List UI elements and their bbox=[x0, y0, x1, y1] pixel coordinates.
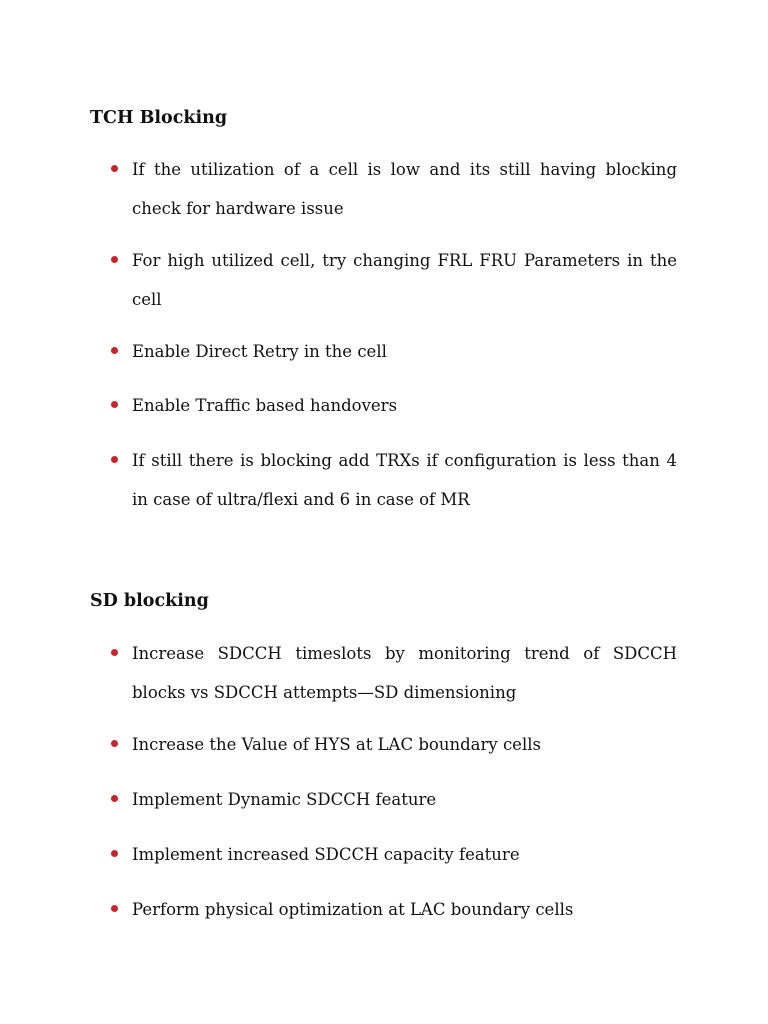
list-item-text: Implement increased SDCCH capacity feature bbox=[132, 845, 520, 864]
list-item bbox=[0, 634, 677, 712]
list-item-text: Enable Traffic based handovers bbox=[132, 396, 398, 415]
bullet-icon bbox=[111, 347, 118, 354]
list-item bbox=[0, 332, 677, 371]
list-item bbox=[0, 441, 677, 519]
list-item bbox=[0, 150, 677, 228]
bullet-icon bbox=[111, 850, 118, 857]
bullet-icon bbox=[111, 165, 118, 172]
list-item-text: Implement Dynamic SDCCH feature bbox=[132, 790, 437, 809]
bullet-icon bbox=[111, 795, 118, 802]
tch-blocking-list bbox=[0, 150, 768, 519]
list-item bbox=[0, 725, 677, 764]
section-heading-sd-blocking: SD blocking bbox=[90, 591, 209, 611]
section-heading-tch-blocking: TCH Blocking bbox=[90, 108, 228, 128]
sd-blocking-list bbox=[0, 634, 768, 929]
list-item-text: If the utilization of a cell is low and its still having blocking check for hardware issue bbox=[132, 160, 677, 218]
list-item-text: Enable Direct Retry in the cell bbox=[132, 342, 387, 361]
list-item-text: For high utilized cell, try changing FRL FRU Parameters in the cell bbox=[132, 251, 677, 309]
bullet-icon bbox=[111, 740, 118, 747]
list-item bbox=[0, 241, 677, 319]
bullet-icon bbox=[111, 256, 118, 263]
bullet-icon bbox=[111, 905, 118, 912]
bullet-icon bbox=[111, 649, 118, 656]
list-item bbox=[0, 780, 677, 819]
list-item bbox=[0, 890, 677, 929]
bullet-icon bbox=[111, 456, 118, 463]
list-item-text: Perform physical optimization at LAC boundary cells bbox=[132, 900, 574, 919]
list-item-text: Increase the Value of HYS at LAC boundary cells bbox=[132, 735, 541, 754]
list-item-text: Increase SDCCH timeslots by monitoring trend of SDCCH blocks vs SDCCH attempts—SD dimensioning bbox=[132, 644, 677, 702]
list-item bbox=[0, 835, 677, 874]
list-item bbox=[0, 386, 677, 425]
bullet-icon bbox=[111, 401, 118, 408]
list-item-text: If still there is blocking add TRXs if configuration is less than 4 in case of ultra/flexi and 6 in case of MR bbox=[132, 451, 677, 509]
